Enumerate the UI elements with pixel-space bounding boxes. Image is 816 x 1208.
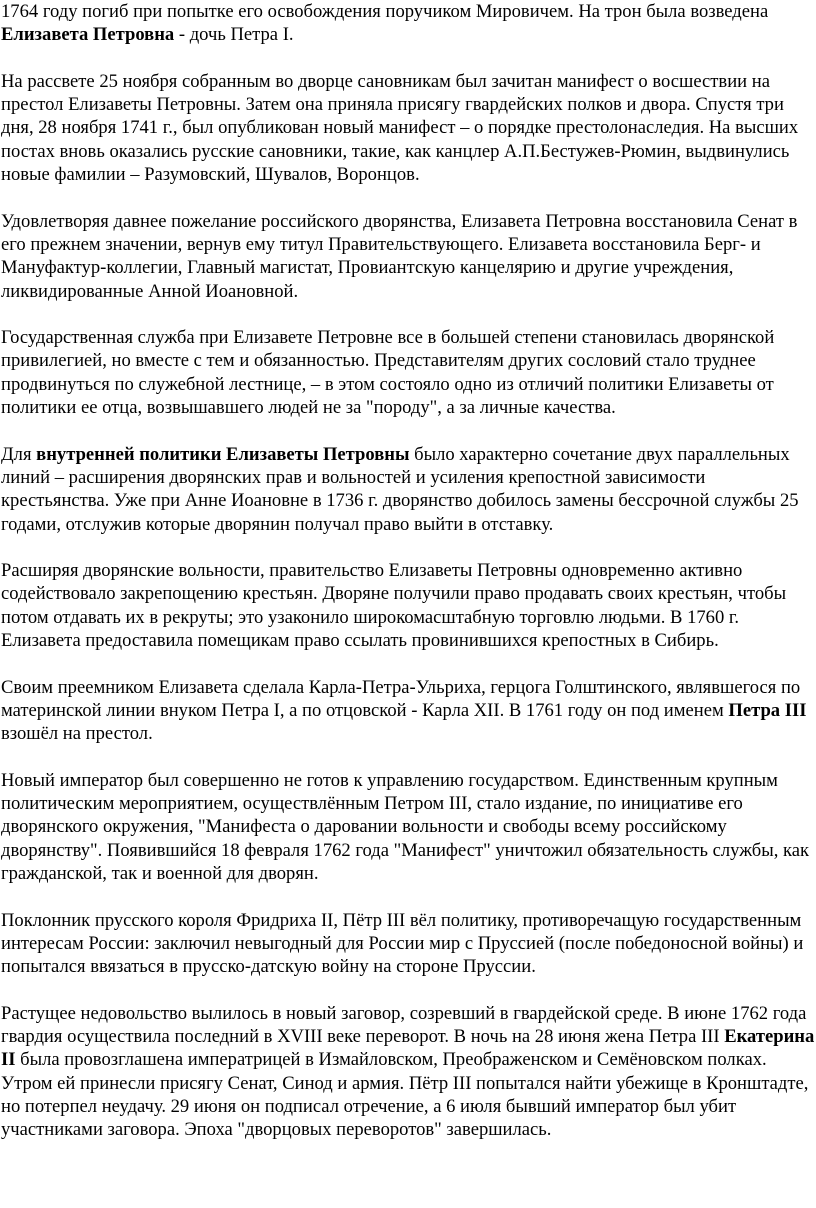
paragraph-1 [1,0,816,47]
paragraph-7-bold-peter-iii: Петра III [728,699,807,721]
paragraph-1-bold-elizaveta: Елизавета Петровна [1,24,175,46]
paragraph-7-text-2: взошёл на престол. [1,723,153,745]
paragraph-10-bold-catherine-ii: Екатерина II [1,1026,815,1071]
paragraph-10-text-1: Растущее недовольство вылилось в новый заговор, созревший в гвардейской среде. В июне 1762 года гвардия осуществила последний в XVIII веке переворот. В ночь на 28 июня жена Петра III [1,1002,807,1048]
paragraph-9-text: Поклонник прусского короля Фридриха II, Пётр III вёл политику, противоречащую государственным интересам России: заключил невыгодный для России мир с Пруссией (после победоносной войны) и попытался ввязаться в прусско-датскую войну на стороне Пруссии. [1,909,804,978]
paragraph-5-bold-domestic-policy: внутренней политики Елизаветы Петровны [36,443,410,465]
paragraph-3 [1,210,816,303]
paragraph-8 [1,769,816,885]
paragraph-10 [1,1002,816,1142]
paragraph-1-text-2: - дочь Петра I. [174,24,294,46]
paragraph-5-text-1: Для [1,443,37,465]
paragraph-8-text: Новый император был совершенно не готов к управлению государством. Единственным крупным политическим мероприятием, осуществлённым Петром III, стало издание, по инициативе его дворянского окружения, "Манифеста о даровании вольности и свободы всему российскому дворянству". Появившийся 18 февраля 1762 года "Манифест" уничтожил обязательность службы, как гражданской, так и военной для дворян. [1,769,810,884]
paragraph-1-text-1: 1764 году погиб при попытке его освобождения поручиком Мировичем. На трон была возведена [1,1,769,22]
paragraph-9 [1,909,816,979]
paragraph-3-text: Удовлетворяя давнее пожелание российского дворянства, Елизавета Петровна восстановила Сенат в его прежнем значении, вернув ему титул Правительствующего. Елизавета восстановила Берг- и Мануфактур-коллегии, Главный магистат, Провиантскую канцелярию и другие учреждения, ликвидированные Анной Иоановной. [1,210,798,302]
paragraph-4-text: Государственная служба при Елизавете Петровне все в большей степени становилась дворянской привилегией, но вместе с тем и обязанностью. Представителям других сословий стало труднее продвинуться по служебной лестнице, – в этом состояло одно из отличий политики Елизаветы от политики ее отца, возвышавшего людей не за "породу", а за личные качества. [1,327,775,419]
paragraph-2 [1,70,816,186]
paragraph-4 [1,326,816,419]
paragraph-5 [1,443,816,536]
paragraph-7-text-1: Своим преемником Елизавета сделала Карла-Петра-Ульриха, герцога Голштинского, являвшегося по материнской линии внуком Петра I, а по отцовской - Карла XII. В 1761 году он под именем [1,676,801,721]
paragraph-5-text-2: было характерно сочетание двух параллельных линий – расширения дворянских прав и вольностей и усиления крепостной зависимости крестьянства. Уже при Анне Иоановне в 1736 г. дворянство добилось замены бессрочной службы 25 годами, отслужив которые дворянин получал право выйти в отставку. [1,443,799,535]
paragraph-2-text: На рассвете 25 ноября собранным во дворце сановникам был зачитан манифест о восшествии на престол Елизаветы Петровны. Затем она приняла присягу гвардейских полков и двора. Спустя три дня, 28 ноября 1741 г., был опубликован новый манифест – о порядке престолонаследия. На высших постах вновь оказались русские сановники, такие, как канцлер А.П.Бестужев-Рюмин, выдвинулись новые фамилии – Разумовский, Шувалов, Воронцов. [1,70,799,186]
paragraph-10-text-2: была провозглашена императрицей в Измайловском, Преображенском и Семёновском полках. Утром ей принесли присягу Сенат, Синод и армия. Пётр III попытался найти убежище в Кронштадте, но потерпел неудачу. 29 июня он подписал отречение, а 6 июля бывший император был убит участниками заговора. Эпоха "дворцовых переворотов" завершилась. [1,1049,809,1141]
paragraph-7 [1,676,816,746]
paragraph-6 [1,559,816,652]
paragraph-6-text: Расширяя дворянские вольности, правительство Елизаветы Петровны одновременно активно содействовало закрепощению крестьян. Дворяне получили право продавать своих крестьян, чтобы потом отдавать их в рекруты; это узаконило широкомасштабную торговлю людьми. В 1760 г. Елизавета предоставила помещикам право ссылать провинившихся крепостных в Сибирь. [1,560,787,652]
